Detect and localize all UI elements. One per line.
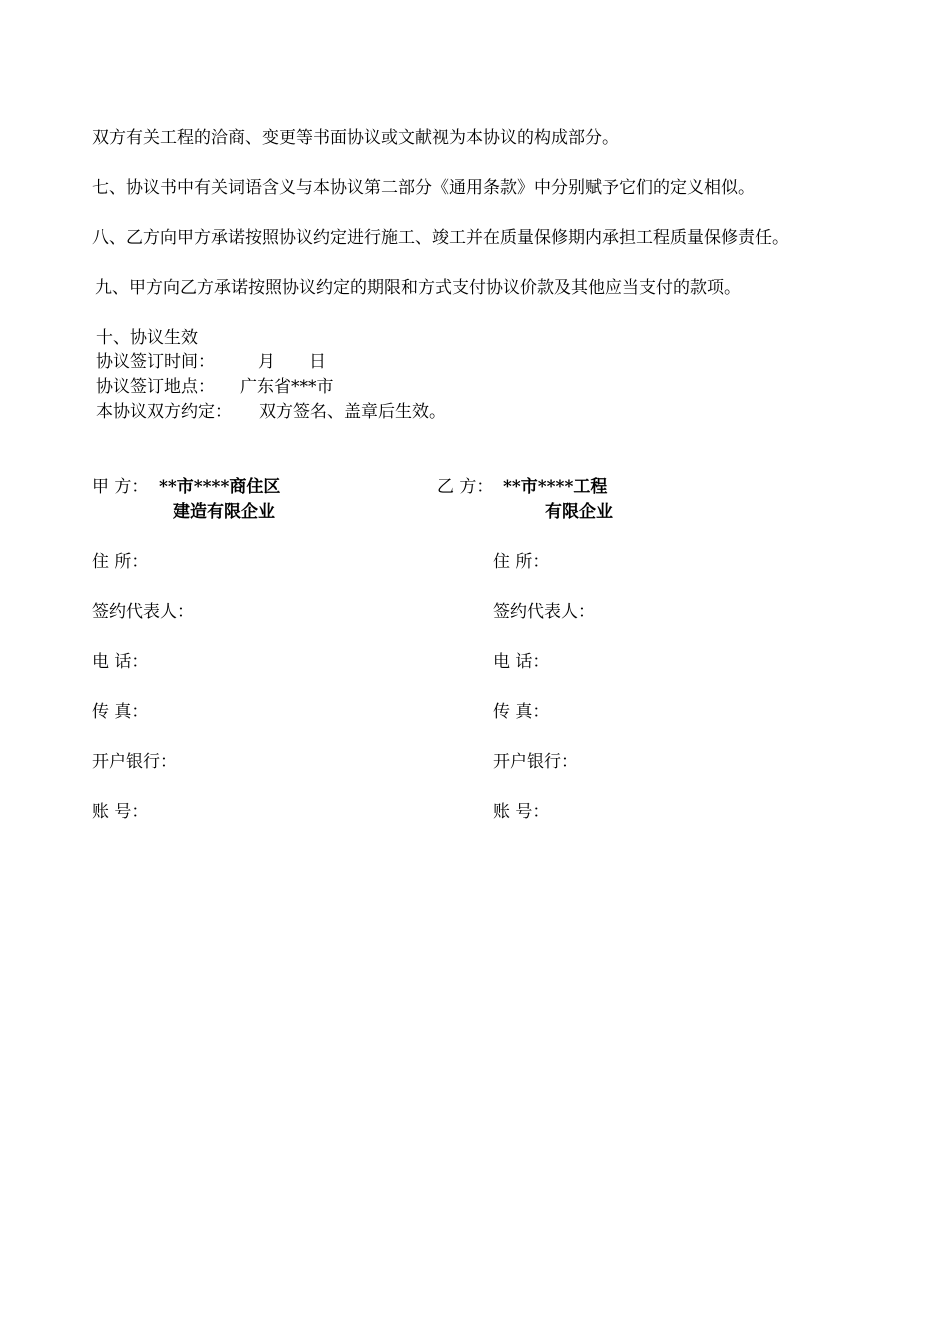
agreement-label: 本协议双方约定： [96, 402, 232, 422]
party-a-fax-label: 传 真： [92, 702, 149, 722]
party-b-bank-label: 开户银行： [493, 752, 578, 772]
sign-place-value: 广东省***市 [240, 377, 334, 397]
party-b-representative-label: 签约代表人： [493, 602, 595, 622]
clause-6-continuation: 双方有关工程的洽商、变更等书面协议或文献视为本协议的构成部分。 [92, 128, 619, 148]
party-b-account-label: 账 号： [493, 802, 550, 822]
party-a-address-label: 住 所： [92, 552, 149, 572]
party-b-name-line2: 有限企业 [545, 502, 613, 522]
party-b-label: 乙 方： [437, 477, 494, 497]
party-a-representative-label: 签约代表人： [92, 602, 194, 622]
agreement-value: 双方签名、盖章后生效。 [259, 402, 446, 422]
clause-7: 七、协议书中有关词语含义与本协议第二部分《通用条款》中分别赋予它们的定义相似。 [92, 178, 755, 198]
party-b-address-label: 住 所： [493, 552, 550, 572]
party-b-phone-label: 电 话： [493, 652, 550, 672]
party-a-account-label: 账 号： [92, 802, 149, 822]
party-a-name-line2: 建造有限企业 [173, 502, 275, 522]
sign-time-label: 协议签订时间： [96, 352, 215, 372]
party-b-fax-label: 传 真： [493, 702, 550, 722]
party-b-name-line1: **市****工程 [503, 477, 608, 497]
sign-time-value: 月 日 [258, 352, 326, 372]
clause-8: 八、乙方向甲方承诺按照协议约定进行施工、竣工并在质量保修期内承担工程质量保修责任。 [92, 228, 789, 248]
effect-heading: 十、协议生效 [96, 328, 198, 348]
party-a-name-line1: **市****商住区 [159, 477, 281, 497]
party-a-label: 甲 方： [92, 477, 149, 497]
party-a-bank-label: 开户银行： [92, 752, 177, 772]
party-a-phone-label: 电 话： [92, 652, 149, 672]
sign-place-label: 协议签订地点： [96, 377, 215, 397]
clause-9: 九、甲方向乙方承诺按照协议约定的期限和方式支付协议价款及其他应当支付的款项。 [95, 278, 741, 298]
